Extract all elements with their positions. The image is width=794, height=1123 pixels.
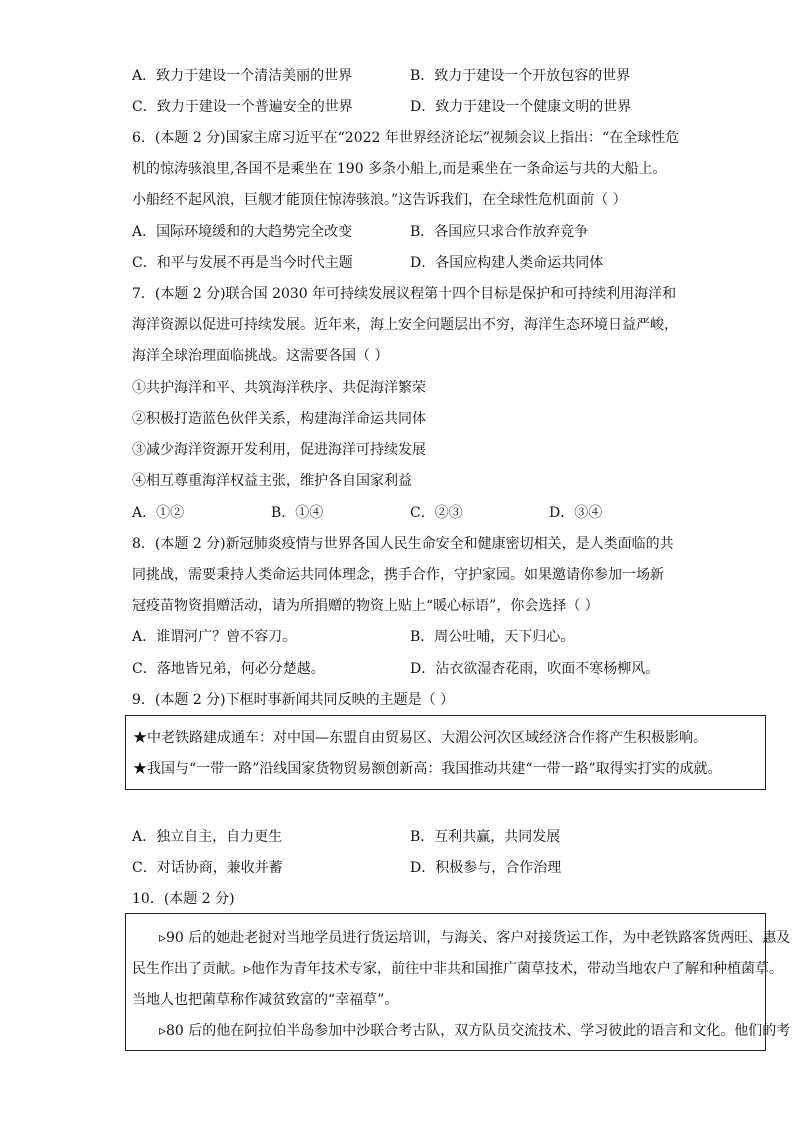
- q10-material-line-3: 当地人也把菌草称作减贫致富的“幸福草”。: [132, 992, 399, 1008]
- q7-stem-line-1: 7．(本题 2 分)联合国 2030 年可持续发展议程第十四个目标是保护和可持续利用海洋和: [132, 286, 677, 302]
- q6-option-b: B．各国应只求合作放弃竞争: [410, 224, 589, 240]
- q10-material-box: [125, 913, 791, 1051]
- q7-stem-line-2: 海洋资源以促进可持续发展。近年来，海上安全问题层出不穷，海洋生态环境日益严峻，: [132, 317, 678, 333]
- q6-option-a: A．国际环境缓和的大趋势完全改变: [132, 224, 353, 240]
- q5-option-c: C．致力于建设一个普遍安全的世界: [132, 99, 353, 115]
- q7-stem-line-3: 海洋全球治理面临挑战。这需要各国（ ）: [132, 348, 389, 364]
- q6-stem-line-3: 小船经不起风浪，巨舰才能顶住惊涛骇浪。”这告诉我们，在全球性危机面前（ ）: [132, 192, 627, 208]
- q8-option-c: C．落地皆兄弟，何必分楚越。: [132, 661, 325, 677]
- q9-news-box: [125, 715, 766, 790]
- q8-option-b: B．周公吐哺，天下归心。: [410, 629, 575, 645]
- q8-option-d: D．沾衣欲湿杏花雨，吹面不寒杨柳风。: [410, 661, 660, 677]
- q7-item-2: ②积极打造蓝色伙伴关系，构建海洋命运共同体: [132, 411, 426, 427]
- q7-item-1: ①共护海洋和平、共筑海洋秩序、共促海洋繁荣: [132, 380, 426, 396]
- q6-option-d: D．各国应构建人类命运共同体: [410, 255, 604, 271]
- q9-news-item-2: ★我国与“一带一路”沿线国家货物贸易额创新高：我国推动共建“一带一路”取得实打实的成就。: [133, 761, 722, 777]
- q9-option-d: D．积极参与，合作治理: [410, 860, 562, 876]
- q7-option-c: C．②③: [410, 505, 463, 521]
- q7-option-d: D．③④: [549, 505, 603, 521]
- q9-option-c: C．对话协商，兼收并蓄: [132, 860, 283, 876]
- q7-item-3: ③减少海洋资源开发利用，促进海洋可持续发展: [132, 442, 426, 458]
- q7-item-4: ④相互尊重海洋权益主张，维护各自国家利益: [132, 473, 412, 489]
- q8-option-a: A．谁谓河广？曾不容刀。: [132, 629, 297, 645]
- q7-option-a: A．①②: [132, 505, 185, 521]
- q5-option-a: A．致力于建设一个清洁美丽的世界: [132, 68, 353, 84]
- q5-option-d: D．致力于建设一个健康文明的世界: [410, 99, 632, 115]
- q8-stem-line-2: 同挑战，需要秉持人类命运共同体理念，携手合作，守护家园。如果邀请你参加一场新: [132, 567, 664, 583]
- q9-option-a: A．独立自主，自力更生: [132, 829, 283, 845]
- q7-option-b: B．①④: [271, 505, 324, 521]
- q6-stem-line-1: 6．(本题 2 分)国家主席习近平在“2022 年世界经济论坛”视频会议上指出：“在全球性危: [132, 130, 680, 146]
- q9-option-b: B．互利共赢，共同发展: [410, 829, 561, 845]
- q9-stem: 9．(本题 2 分)下框时事新闻共同反映的主题是（ ）: [132, 692, 455, 708]
- q9-news-item-1: ★中老铁路建成通车：对中国—东盟自由贸易区、大湄公河次区域经济合作将产生积极影响。: [133, 730, 707, 746]
- q6-option-c: C．和平与发展不再是当今时代主题: [132, 255, 353, 271]
- q6-stem-line-2: 机的惊涛骇浪里,各国不是乘坐在 190 多条小船上,而是乘坐在一条命运与共的大船上。: [132, 161, 667, 177]
- q8-stem-line-1: 8．(本题 2 分)新冠肺炎疫情与世界各国人民生命安全和健康密切相关，是人类面临的共: [132, 536, 674, 552]
- q10-stem: 10．(本题 2 分): [132, 891, 235, 907]
- q10-material-line-2: 民生作出了贡献。▹他作为青年技术专家，前往中非共和国推广菌草技术，带动当地农户了解和种植菌草。: [132, 961, 784, 977]
- q5-option-b: B．致力于建设一个开放包容的世界: [410, 68, 631, 84]
- q10-material-line-1: ▹90 后的她赴老挝对当地学员进行货运培训，与海关、客户对接货运工作，为中老铁路客货两旺、惠及: [159, 930, 791, 946]
- q10-material-line-4: ▹80 后的他在阿拉伯半岛参加中沙联合考古队，双方队员交流技术、学习彼此的语言和文化。他们的考: [159, 1023, 791, 1039]
- q8-stem-line-3: 冠疫苗物资捐赠活动，请为所捐赠的物资上贴上“暖心标语”，你会选择（ ）: [132, 598, 599, 614]
